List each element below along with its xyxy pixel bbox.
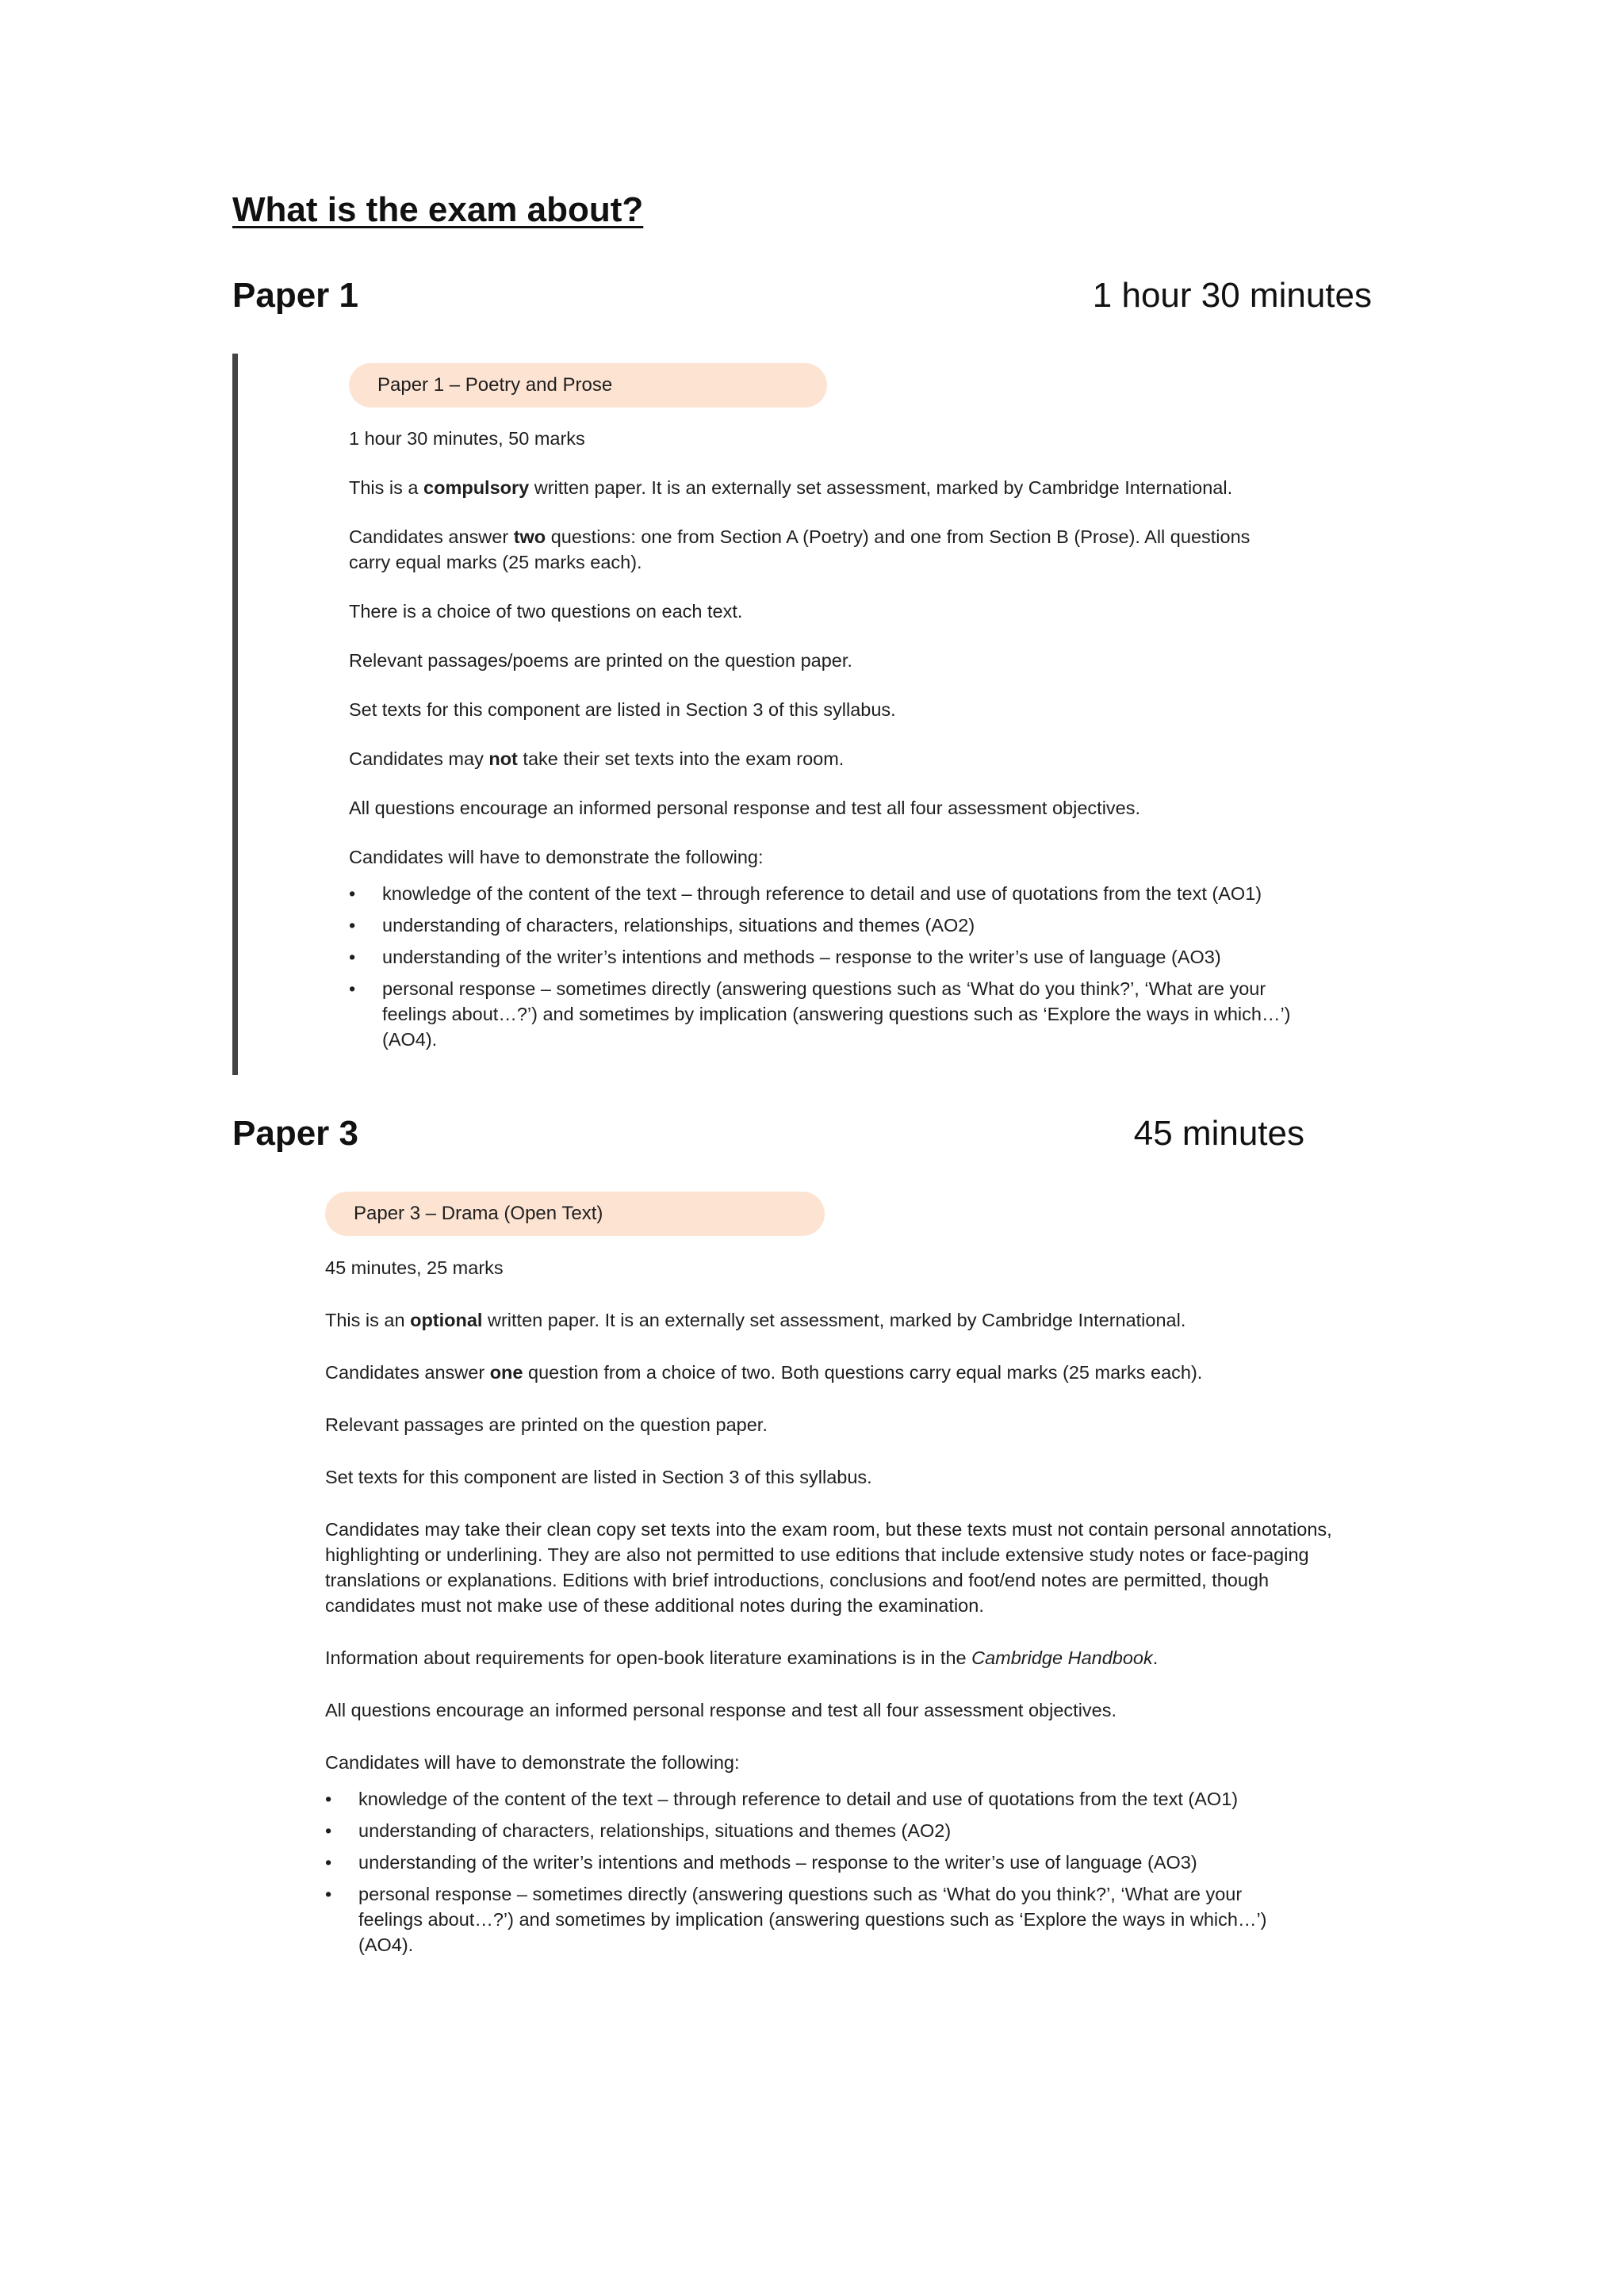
paper3-answer-text: Candidates answer one question from a choice of two. Both questions carry equal marks (25 marks each). <box>325 1362 1203 1383</box>
paper3-clean-copy-text: Candidates may take their clean copy set texts into the exam room, but these texts must not contain personal annotations, highlighting or underlining. They are also not permitted to use editions that include extensive study notes or face-paging translations or explanations. Editions with brief introductions, conclusions and foot/end notes are permitted, though candidates must not make use of these additional notes during the examination. <box>325 1519 1332 1616</box>
paper1-choice-text: There is a choice of two questions on each text. <box>349 601 743 622</box>
bullet-icon: • <box>349 915 356 936</box>
paper3-name: Paper 3 <box>232 1114 358 1153</box>
paper1-heading <box>232 276 1372 316</box>
list-item: • knowledge of the content of the text – through reference to detail and use of quotations from the text (AO1) <box>325 1786 1308 1812</box>
paper1-may-not-text: Candidates may not take their set texts into the exam room. <box>349 748 845 769</box>
paper3-excerpt-title: Paper 3 – Drama (Open Text) <box>325 1192 825 1236</box>
paper1-duration: 1 hour 30 minutes <box>1092 276 1372 315</box>
paper3-passages-text: Relevant passages are printed on the question paper. <box>325 1414 768 1435</box>
bullet-icon: • <box>325 1852 332 1873</box>
paper3-demonstrate-text: Candidates will have to demonstrate the following: <box>325 1752 740 1773</box>
paper1-excerpt-title: Paper 1 – Poetry and Prose <box>349 363 827 408</box>
paper1-passages-text: Relevant passages/poems are printed on the question paper. <box>349 650 852 671</box>
page-title: What is the exam about? <box>232 190 644 229</box>
list-item: • knowledge of the content of the text – through reference to detail and use of quotations from the text (AO1) <box>349 881 1293 906</box>
paper3-settexts-text: Set texts for this component are listed in Section 3 of this syllabus. <box>325 1467 872 1487</box>
paper1-compulsory-text: This is a compulsory written paper. It is an externally set assessment, marked by Cambridge International. <box>349 477 1233 498</box>
paper3-info-text: Information about requirements for open-book literature examinations is in the Cambridge Handbook. <box>325 1647 1159 1668</box>
paper3-syllabus-excerpt <box>325 1192 1332 1964</box>
list-item: • personal response – sometimes directly (answering questions such as ‘What do you think?’, ‘What are your feelings about…?’) and sometimes by implication (answering questions such as ‘Explore the ways in which…’) (AO4). <box>349 976 1293 1052</box>
paper1-syllabus-excerpt <box>232 354 1342 1075</box>
paper1-time-marks: 1 hour 30 minutes, 50 marks <box>349 428 585 449</box>
paper3-heading <box>232 1114 1304 1154</box>
paper1-settexts-text: Set texts for this component are listed in Section 3 of this syllabus. <box>349 699 896 720</box>
paper3-encourage-text: All questions encourage an informed personal response and test all four assessment objectives. <box>325 1700 1117 1720</box>
bullet-icon: • <box>349 883 356 904</box>
list-item: • understanding of characters, relationships, situations and themes (AO2) <box>325 1818 1308 1843</box>
list-item: • understanding of the writer’s intentions and methods – response to the writer’s use of language (AO3) <box>325 1850 1308 1875</box>
paper1-encourage-text: All questions encourage an informed personal response and test all four assessment objectives. <box>349 798 1141 818</box>
paper1-demonstrate-text: Candidates will have to demonstrate the following: <box>349 847 764 867</box>
list-item: • understanding of characters, relationships, situations and themes (AO2) <box>349 913 1293 938</box>
list-item: • personal response – sometimes directly (answering questions such as ‘What do you think?’, ‘What are your feelings about…?’) and sometimes by implication (answering questions such as ‘Explore the ways in which…’) (AO4). <box>325 1881 1308 1957</box>
list-item: • understanding of the writer’s intentions and methods – response to the writer’s use of language (AO3) <box>349 944 1293 970</box>
paper1-name: Paper 1 <box>232 276 358 315</box>
paper3-time-marks: 45 minutes, 25 marks <box>325 1257 504 1278</box>
paper3-objectives-list <box>325 1786 1308 1957</box>
paper3-duration: 45 minutes <box>1133 1114 1304 1153</box>
bullet-icon: • <box>325 1820 332 1841</box>
bullet-icon: • <box>325 1789 332 1809</box>
paper1-answer-text: Candidates answer two questions: one from Section A (Poetry) and one from Section B (Prose). All questions carry equal marks (25 marks each). <box>349 526 1251 572</box>
bullet-icon: • <box>325 1884 332 1904</box>
bullet-icon: • <box>349 947 356 967</box>
paper3-optional-text: This is an optional written paper. It is an externally set assessment, marked by Cambridge International. <box>325 1310 1186 1330</box>
bullet-icon: • <box>349 978 356 999</box>
paper1-objectives-list <box>349 881 1293 1052</box>
